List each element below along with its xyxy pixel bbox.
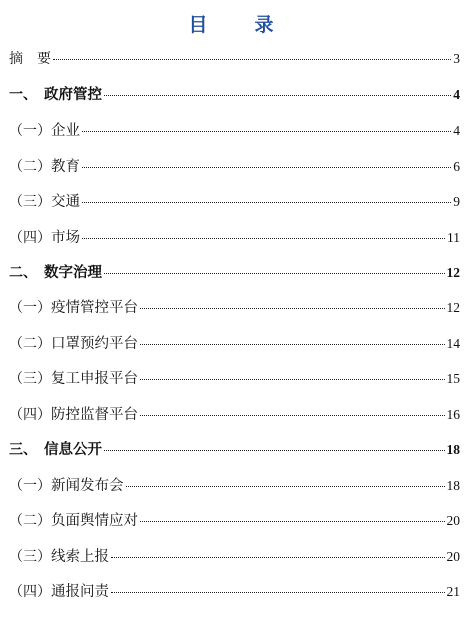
dot-leader bbox=[140, 415, 445, 416]
toc-entry-page: 14 bbox=[446, 336, 460, 351]
toc-entry-number: 一、 bbox=[9, 87, 44, 103]
toc-entry-number: （三） bbox=[9, 194, 51, 210]
toc-entry bbox=[9, 367, 460, 389]
toc-entry-label: 疫情管控平台 bbox=[51, 300, 138, 316]
toc-entry-page: 18 bbox=[446, 478, 460, 493]
toc-entry bbox=[9, 545, 460, 567]
toc-entry bbox=[9, 119, 460, 141]
toc-entry-number: 摘 要 bbox=[9, 51, 51, 67]
toc-entry-page: 12 bbox=[446, 300, 460, 315]
toc-entry bbox=[9, 296, 460, 318]
toc-entry-label: 信息公开 bbox=[44, 442, 102, 458]
toc-entry-number: （一） bbox=[9, 300, 51, 316]
toc-entry-page: 11 bbox=[447, 230, 460, 245]
toc-entry bbox=[9, 155, 460, 177]
toc-entry-number: （三） bbox=[9, 549, 51, 565]
toc-entry-number: （四） bbox=[9, 407, 51, 423]
dot-leader bbox=[82, 131, 451, 132]
toc-entry bbox=[9, 332, 460, 354]
toc-entry-number: （四） bbox=[9, 584, 51, 600]
dot-leader bbox=[111, 557, 445, 558]
toc-entry bbox=[9, 190, 460, 212]
dot-leader bbox=[140, 521, 445, 522]
toc-entry-label: 市场 bbox=[51, 230, 80, 246]
toc-entry-label: 交通 bbox=[51, 194, 80, 210]
toc-entry-label: 新闻发布会 bbox=[51, 478, 124, 494]
toc-entry-number: （二） bbox=[9, 513, 51, 529]
toc-entry-page: 20 bbox=[446, 513, 460, 528]
toc-entry-number: （三） bbox=[9, 371, 51, 387]
toc-entry-page: 12 bbox=[446, 265, 460, 280]
toc-entry bbox=[9, 83, 460, 105]
dot-leader bbox=[82, 238, 445, 239]
toc-entry-number: （一） bbox=[9, 123, 51, 139]
toc-entry-label: 负面舆情应对 bbox=[51, 513, 138, 529]
dot-leader bbox=[140, 308, 445, 309]
toc-entry-page: 18 bbox=[446, 442, 460, 457]
toc-entry-page: 9 bbox=[453, 194, 460, 209]
toc-entry-label: 防控监督平台 bbox=[51, 407, 138, 423]
toc-entry-label: 数字治理 bbox=[44, 265, 102, 281]
toc-entry-page: 20 bbox=[446, 549, 460, 564]
toc-entry-page: 6 bbox=[453, 159, 460, 174]
toc-entry-number: （四） bbox=[9, 230, 51, 246]
toc-entry-number: （二） bbox=[9, 159, 51, 175]
toc-entry-page: 21 bbox=[446, 584, 460, 599]
toc-entry-page: 4 bbox=[453, 87, 460, 102]
toc-entry-page: 4 bbox=[453, 123, 460, 138]
dot-leader bbox=[104, 450, 445, 451]
dot-leader bbox=[104, 95, 451, 96]
dot-leader bbox=[126, 486, 445, 487]
toc-entry bbox=[9, 580, 460, 602]
dot-leader bbox=[140, 379, 445, 380]
dot-leader bbox=[140, 344, 445, 345]
toc-entry-label: 企业 bbox=[51, 123, 80, 139]
toc-entry bbox=[9, 403, 460, 425]
toc-entry-page: 3 bbox=[453, 51, 460, 66]
dot-leader bbox=[82, 167, 451, 168]
toc-entry bbox=[9, 226, 460, 248]
toc-entry bbox=[9, 474, 460, 496]
toc-entry bbox=[9, 438, 460, 460]
toc-entry-label: 教育 bbox=[51, 159, 80, 175]
toc-entry-label: 口罩预约平台 bbox=[51, 336, 138, 352]
dot-leader bbox=[111, 592, 445, 593]
dot-leader bbox=[82, 202, 451, 203]
dot-leader bbox=[104, 273, 445, 274]
dot-leader bbox=[53, 59, 451, 60]
toc-entry-label: 通报问责 bbox=[51, 584, 109, 600]
toc-entry-label: 复工申报平台 bbox=[51, 371, 138, 387]
toc-entry-page: 15 bbox=[446, 371, 460, 386]
toc-entry-label: 政府管控 bbox=[44, 87, 102, 103]
toc-entry-label: 线索上报 bbox=[51, 549, 109, 565]
toc-entry bbox=[9, 261, 460, 283]
toc-entry bbox=[9, 48, 460, 70]
toc-title: 目 录 bbox=[188, 14, 288, 36]
toc-entry-number: 二、 bbox=[9, 265, 44, 281]
toc-entry-number: 三、 bbox=[9, 442, 44, 458]
toc-entry-number: （一） bbox=[9, 478, 51, 494]
toc-entry-number: （二） bbox=[9, 336, 51, 352]
toc-entry-page: 16 bbox=[446, 407, 460, 422]
toc-entry bbox=[9, 509, 460, 531]
